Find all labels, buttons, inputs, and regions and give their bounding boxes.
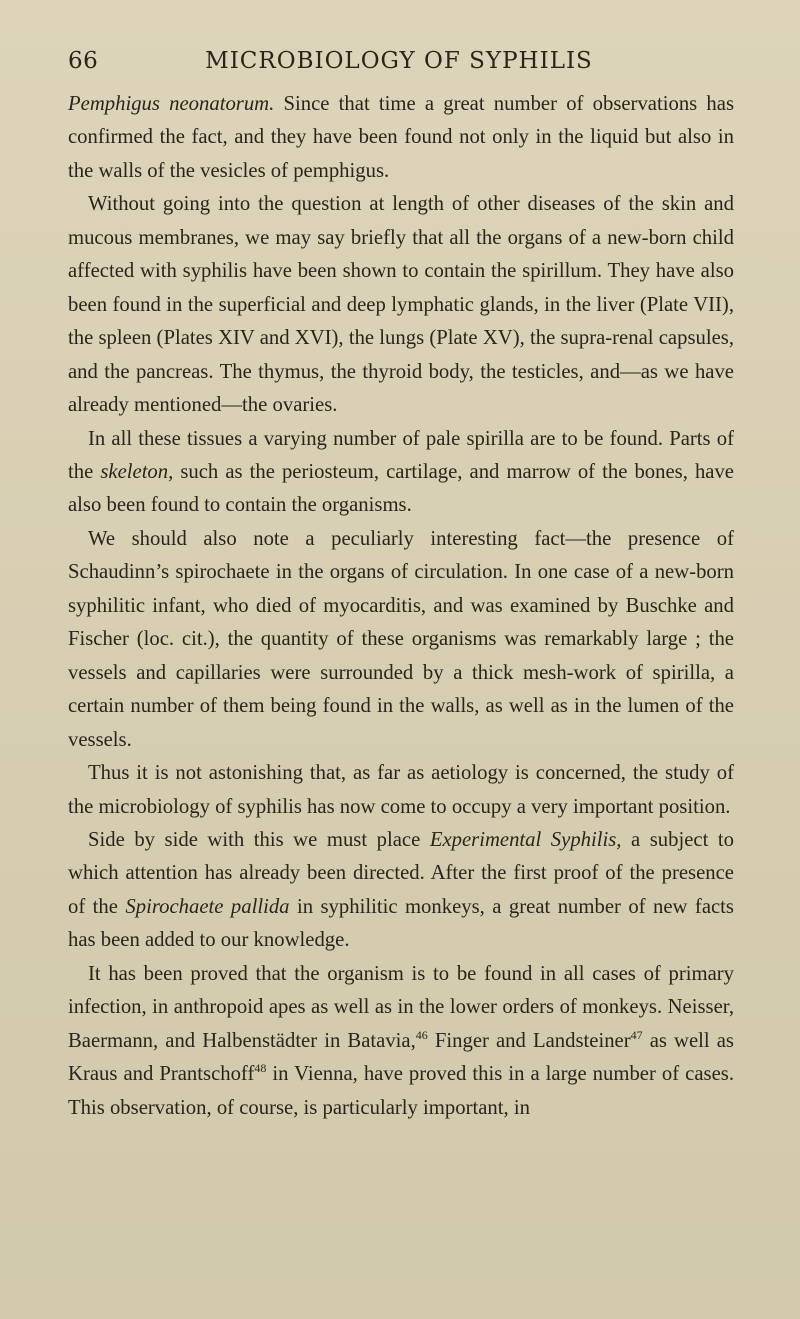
paragraph-text: It has been proved that the organism is to be found in all cases of primary infection, in anthropoid apes as well as in the lower orders of monkeys. Neisser, Baermann, and Halbenstädter in Batavia, <box>68 962 734 1052</box>
paragraph-text: Side by side with this we must place <box>88 828 430 851</box>
paragraph-5: Thus it is not astonishing that, as far as aetiology is concerned, the study of the microbiology of syphilis has now come to occupy a very important position. <box>68 762 734 818</box>
italic-term: skeleton, <box>100 460 174 483</box>
paragraph-text: a subject to which attention has already been directed. After the first proof of the presence of the <box>68 828 734 918</box>
page-number: 66 <box>68 48 99 74</box>
paragraph-3 <box>68 423 734 523</box>
paragraph-text: as well as Kraus and Prantschoff <box>68 1029 734 1086</box>
paragraph-text: Finger and Landsteiner <box>427 1029 631 1052</box>
paragraph-text: Since that time a great number of observations has confirmed the fact, and they have been found not only in the liquid but also in the walls of the vesicles of pemphigus. <box>68 93 734 182</box>
body-text <box>68 88 734 1125</box>
footnote-ref: 47 <box>630 1027 643 1042</box>
running-title: MICROBIOLOGY OF SYPHILIS <box>205 48 593 74</box>
paragraph-text: in Vienna, have proved this in a large number of cases. This observation, of course, is particularly important, in <box>68 1063 734 1119</box>
footnote-ref: 46 <box>415 1027 428 1042</box>
page-header <box>68 48 730 88</box>
paragraph-2: Without going into the question at length of other diseases of the skin and mucous membranes, we may say briefly that all the organs of a new-born child affected with syphilis have been shown to contain the spirillum. They have also been found in the superficial and deep lymphatic glands, in the liver (Plate VII), the spleen (Plates XIV and XVI), the lungs (Plate XV), the supra-renal capsules, and the pancreas. The thymus, the thyroid body, the testicles, and—as we have already mentioned—the ovaries. <box>68 193 734 417</box>
italic-term: Pemphigus neonatorum. <box>68 93 275 115</box>
paragraph-text: in syphilitic monkeys, a great number of new facts has been added to our knowledge. <box>68 895 734 952</box>
paragraph-1 <box>68 88 734 188</box>
italic-term: Spirochaete pallida <box>125 895 290 918</box>
paragraph-7 <box>68 958 734 1125</box>
paragraph-text: such as the periosteum, cartilage, and marrow of the bones, have also been found to contain the organisms. <box>68 460 734 517</box>
paragraph-4: We should also note a peculiarly interesting fact—the presence of Schaudinn’s spirochaete in the organs of circulation. In one case of a new-born syphilitic infant, who died of myocarditis, and was examined by Buschke and Fischer (loc. cit.), the quantity of these organisms was remarkably large ; the vessels and capillaries were surrounded by a thick mesh-work of spirilla, a certain number of them being found in the walls, as well as in the lumen of the vessels. <box>68 527 734 751</box>
paragraph-text: In all these tissues a varying number of pale spirilla are to be found. Parts of the <box>68 427 734 483</box>
paragraph-6 <box>68 824 734 958</box>
italic-term: Experimental Syphilis, <box>429 828 622 851</box>
footnote-ref: 48 <box>254 1061 267 1076</box>
